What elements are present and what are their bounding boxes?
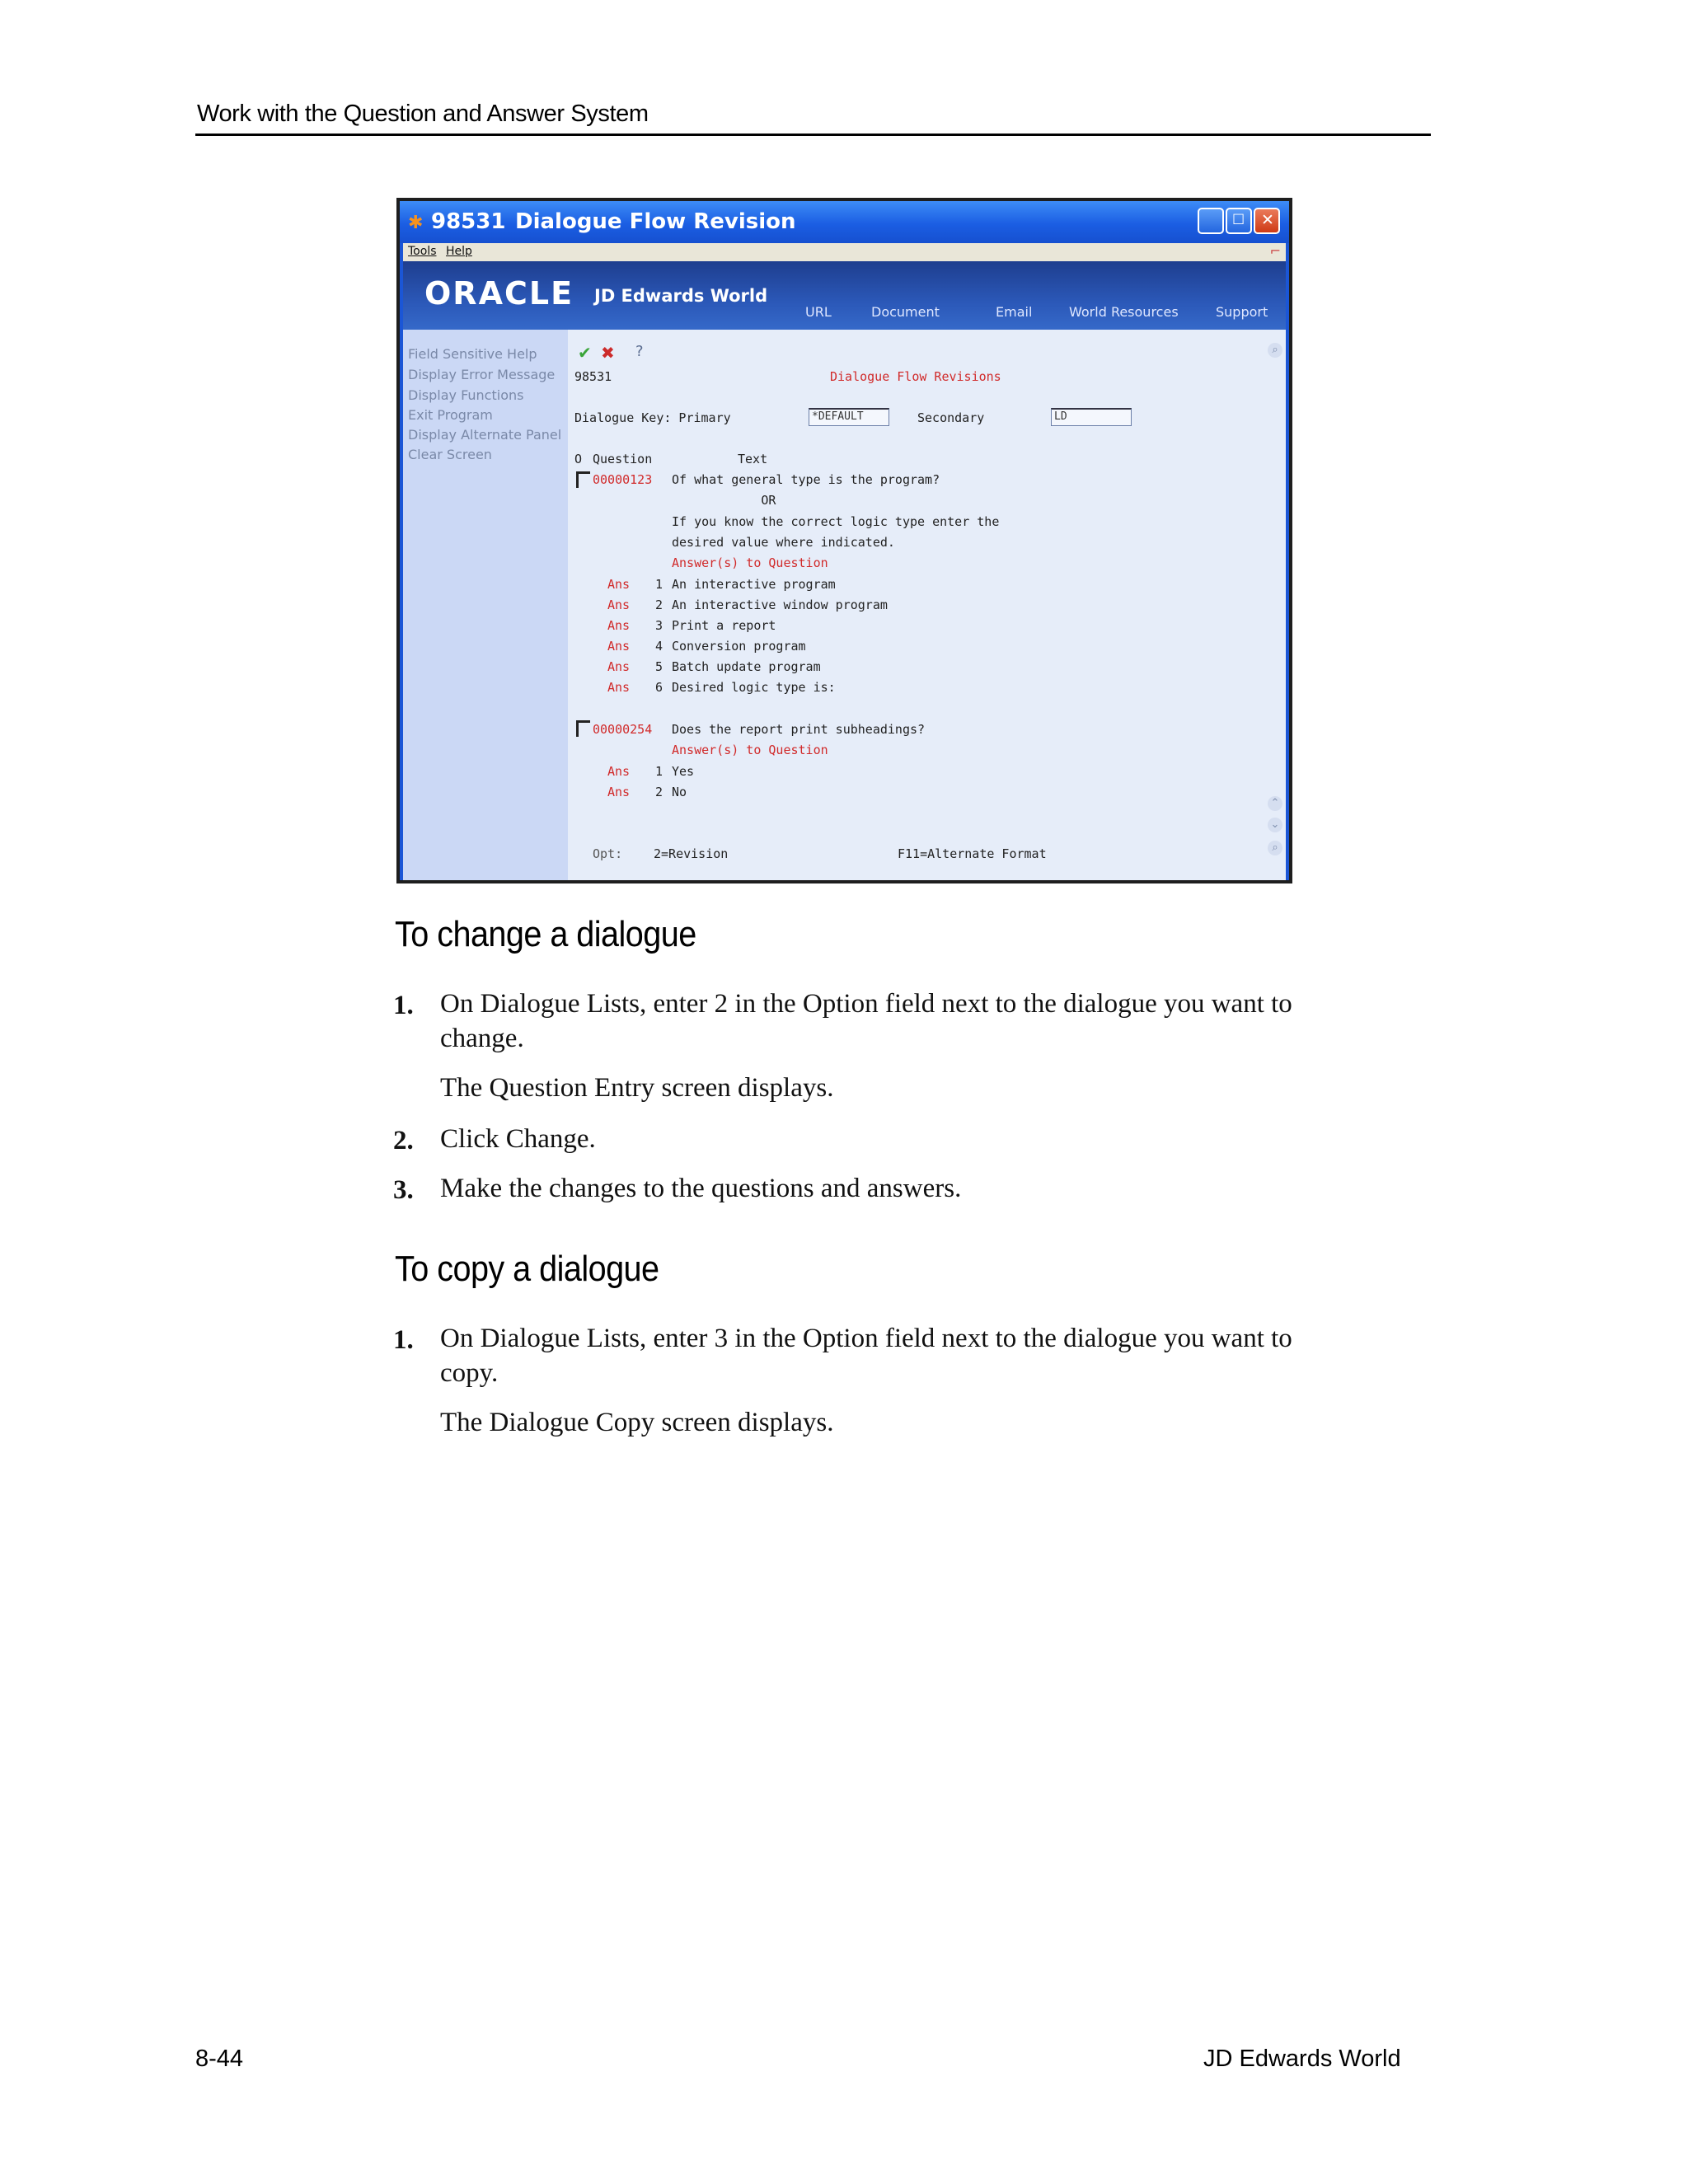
- answer-label: Ans: [607, 764, 631, 779]
- step-text-continued: copy.: [440, 1358, 499, 1388]
- banner-link-world-resources[interactable]: World Resources: [1069, 304, 1179, 320]
- running-header-title: Work with the Question and Answer System: [197, 101, 649, 127]
- section-heading: To copy a dialogue: [395, 1249, 659, 1289]
- column-question: Question: [593, 452, 653, 466]
- app-icon: ✱: [408, 213, 424, 233]
- answer-number: 6: [655, 680, 663, 695]
- answer-label: Ans: [607, 659, 631, 674]
- question-line: If you know the correct logic type enter the: [672, 514, 1000, 529]
- sidebar-item-field-help[interactable]: Field Sensitive Help: [408, 346, 537, 362]
- banner-link-url[interactable]: URL: [805, 304, 832, 320]
- secondary-key-field[interactable]: LD: [1051, 408, 1132, 426]
- sidebar-item-error-message[interactable]: Display Error Message: [408, 367, 556, 382]
- question-line: Does the report print subheadings?: [672, 722, 926, 737]
- scroll-down-icon[interactable]: ⌄: [1268, 818, 1282, 832]
- scroll-up-icon[interactable]: ⌃: [1268, 796, 1282, 811]
- f11-alternate-format: F11=Alternate Format: [898, 846, 1047, 861]
- option-revision: 2=Revision: [654, 846, 729, 861]
- page-number: 8-44: [195, 2046, 244, 2072]
- running-header: [195, 97, 1431, 136]
- cancel-icon[interactable]: ✖: [601, 343, 615, 363]
- dialogue-key-label: Dialogue Key: Primary: [574, 410, 731, 425]
- answer-number: 4: [655, 639, 663, 654]
- answer-text: Yes: [672, 764, 695, 779]
- maximize-button[interactable]: ☐: [1226, 208, 1252, 234]
- sidebar-item-alternate-panel[interactable]: Display Alternate Panel: [408, 427, 562, 443]
- answer-number: 2: [655, 785, 663, 799]
- answer-number: 5: [655, 659, 663, 674]
- window-program-number: 98531: [431, 209, 506, 234]
- banner-link-document[interactable]: Document: [871, 304, 940, 320]
- oracle-banner: [403, 261, 1286, 330]
- sidebar-item-clear-screen[interactable]: Clear Screen: [408, 447, 492, 462]
- window-title: Dialogue Flow Revision: [515, 209, 796, 234]
- answer-label: Ans: [607, 598, 631, 612]
- answer-number: 3: [655, 618, 663, 633]
- oracle-logo: ORACLE: [424, 275, 574, 312]
- answer-text: Conversion program: [672, 639, 806, 654]
- step-number: 1.: [393, 1325, 414, 1355]
- form-title: Dialogue Flow Revisions: [830, 369, 1001, 384]
- step-text: On Dialogue Lists, enter 2 in the Option field next to the dialogue you want to: [440, 989, 1292, 1019]
- step-text: On Dialogue Lists, enter 3 in the Option field next to the dialogue you want to: [440, 1324, 1292, 1353]
- help-icon[interactable]: ?: [635, 343, 644, 360]
- answer-text: Batch update program: [672, 659, 821, 674]
- menu-tools[interactable]: Tools: [408, 245, 437, 258]
- window-titlebar: [400, 201, 1289, 243]
- check-icon[interactable]: ✔: [578, 343, 592, 363]
- answer-text: Print a report: [672, 618, 776, 633]
- form-content: [568, 330, 1286, 880]
- answer-number: 2: [655, 598, 663, 612]
- sidebar-item-exit[interactable]: Exit Program: [408, 407, 493, 423]
- function-sidebar: [403, 330, 568, 880]
- options-label: Opt:: [593, 846, 623, 861]
- minimize-button[interactable]: _: [1198, 208, 1224, 234]
- primary-key-field[interactable]: *DEFAULT: [809, 408, 889, 426]
- column-text: Text: [738, 452, 768, 466]
- close-button[interactable]: ✕: [1254, 208, 1280, 234]
- banner-link-support[interactable]: Support: [1216, 304, 1268, 320]
- menu-help[interactable]: Help: [446, 245, 472, 258]
- question-line: Of what general type is the program?: [672, 472, 940, 487]
- answers-heading: Answer(s) to Question: [672, 555, 828, 570]
- answer-text: An interactive window program: [672, 598, 888, 612]
- footer-product: JD Edwards World: [1203, 2046, 1401, 2072]
- answer-number: 1: [655, 577, 663, 592]
- step-text: Make the changes to the questions and answers.: [440, 1174, 962, 1203]
- menu-bar: [403, 243, 1286, 261]
- product-name: JD Edwards World: [594, 286, 768, 306]
- step-text: Click Change.: [440, 1124, 596, 1154]
- answer-label: Ans: [607, 618, 631, 633]
- question-id: 00000123: [593, 472, 653, 487]
- section-heading: To change a dialogue: [395, 914, 696, 954]
- answer-text: No: [672, 785, 687, 799]
- search-icon[interactable]: ⌕: [1268, 343, 1282, 358]
- step-note: The Dialogue Copy screen displays.: [440, 1408, 834, 1437]
- question-id: 00000254: [593, 722, 653, 737]
- answer-text: An interactive program: [672, 577, 836, 592]
- answer-label: Ans: [607, 680, 631, 695]
- banner-link-email[interactable]: Email: [996, 304, 1033, 320]
- answer-number: 1: [655, 764, 663, 779]
- resize-icon: ⌐: [1269, 243, 1281, 259]
- answers-heading: Answer(s) to Question: [672, 743, 828, 757]
- step-number: 2.: [393, 1126, 414, 1155]
- screenshot-figure: [396, 198, 1292, 883]
- column-o: O: [574, 452, 583, 466]
- answer-label: Ans: [607, 785, 631, 799]
- step-text-continued: change.: [440, 1024, 524, 1053]
- answer-text: Desired logic type is:: [672, 680, 836, 695]
- option-checkbox[interactable]: [576, 471, 590, 488]
- step-number: 1.: [393, 991, 414, 1020]
- sidebar-item-functions[interactable]: Display Functions: [408, 387, 524, 403]
- zoom-icon[interactable]: ⌕: [1268, 841, 1282, 855]
- step-note: The Question Entry screen displays.: [440, 1073, 834, 1103]
- question-line: OR: [672, 493, 776, 508]
- option-checkbox[interactable]: [576, 720, 590, 737]
- question-line: desired value where indicated.: [672, 535, 895, 550]
- program-id: 98531: [574, 369, 612, 384]
- answer-label: Ans: [607, 577, 631, 592]
- step-number: 3.: [393, 1175, 414, 1205]
- answer-label: Ans: [607, 639, 631, 654]
- secondary-label: Secondary: [917, 410, 985, 425]
